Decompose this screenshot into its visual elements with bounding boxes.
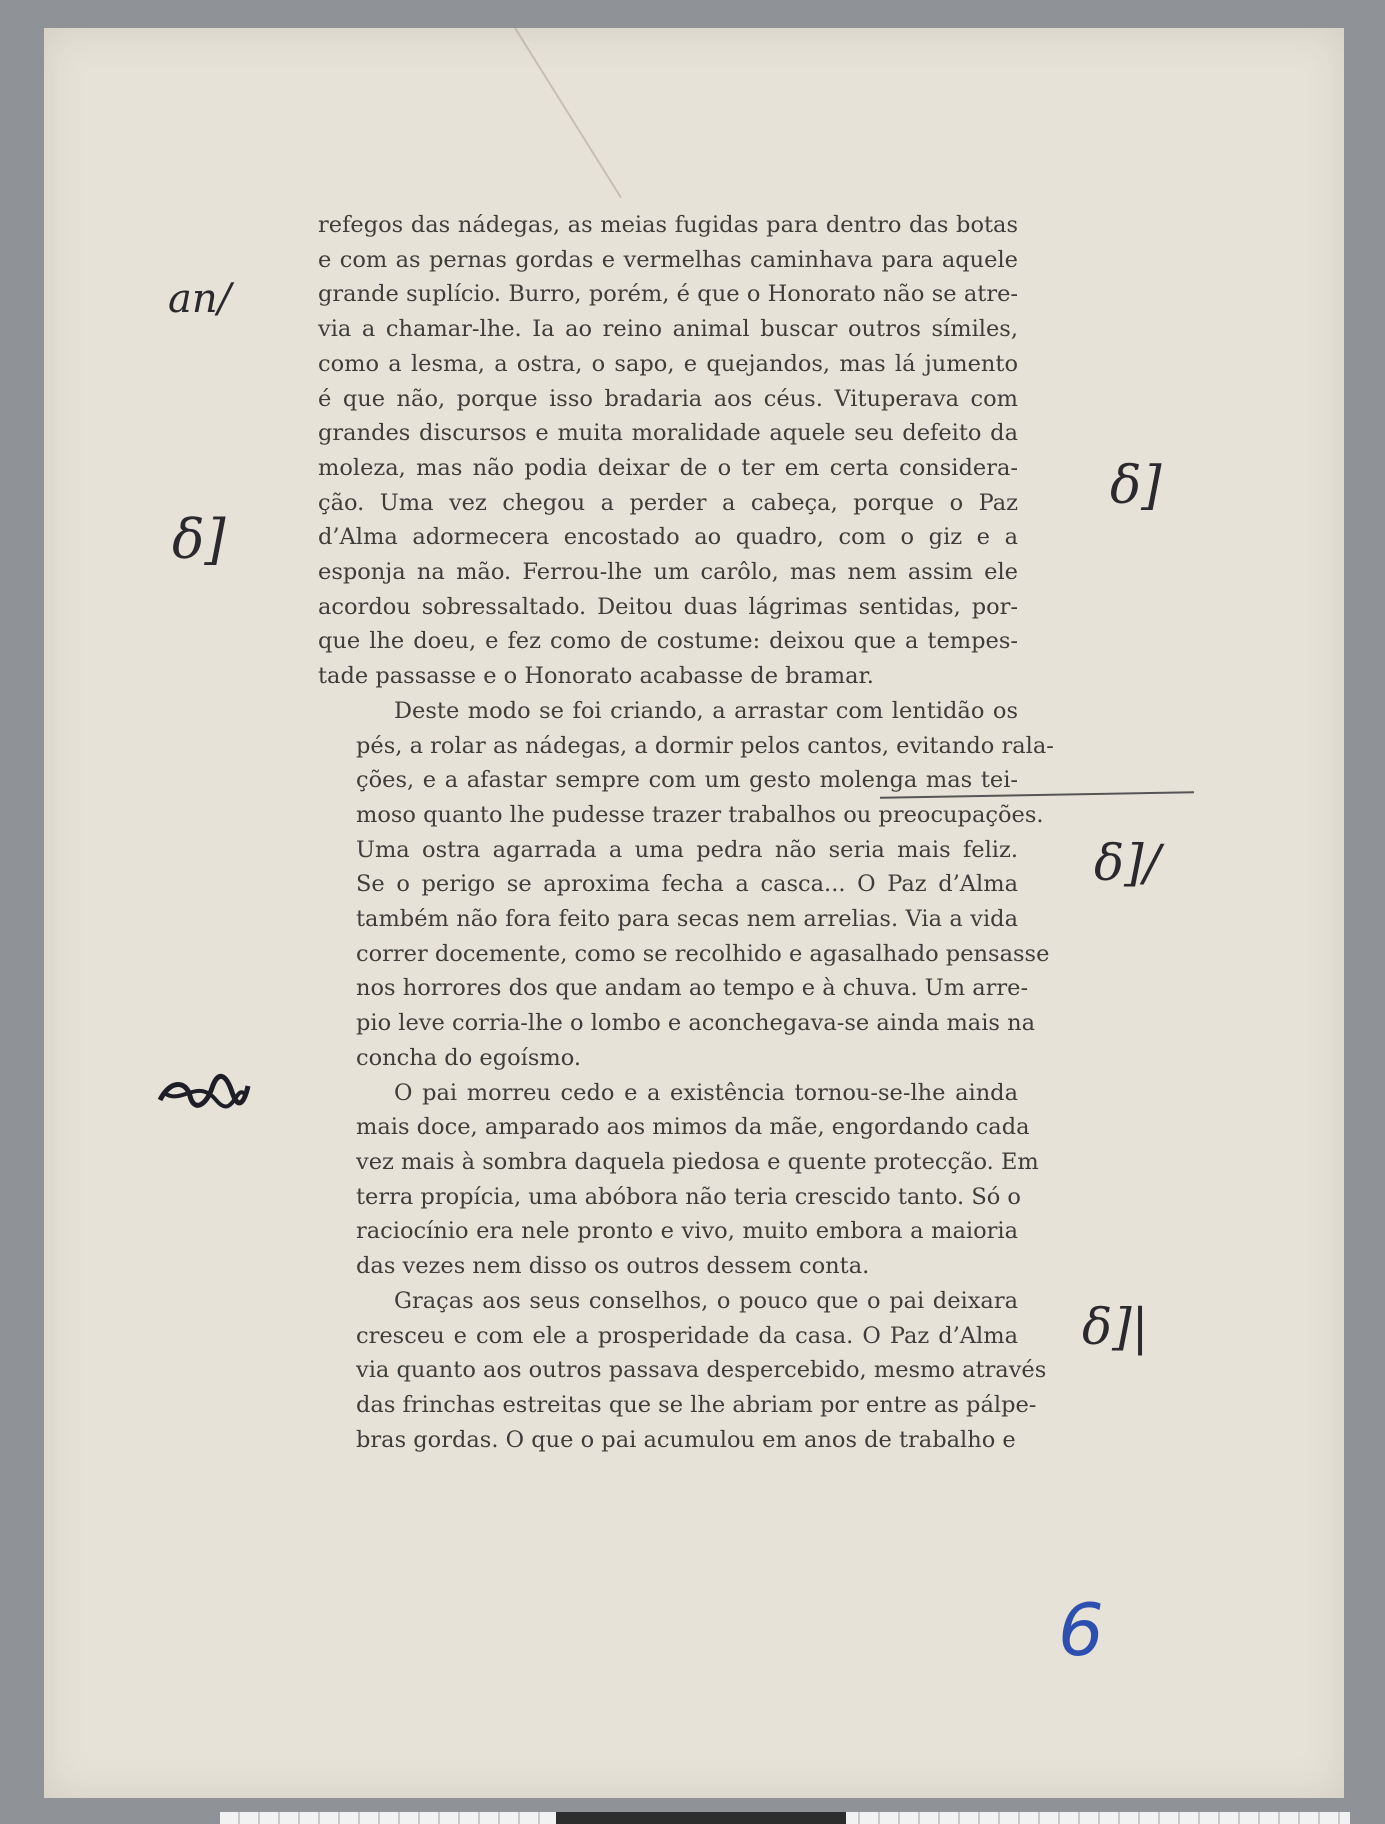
text-line: refegos das nádegas, as meias fugidas para dentro das botas [318, 212, 1018, 238]
text-line: cresceu e com ele a prosperidade da casa. O Paz d’Alma [356, 1322, 1018, 1349]
text-line: como a lesma, a ostra, o sapo, e quejandos, mas lá jumento [318, 350, 1018, 377]
text-line: nos horrores dos que andam ao tempo e à chuva. Um arre- [356, 975, 1029, 1002]
text-line: esponja na mão. Ferrou-lhe um carôlo, mas nem assim ele [318, 559, 1018, 586]
paragraph [318, 694, 1054, 1076]
text-line: moso quanto lhe pudesse trazer trabalhos ou preocupações. [356, 801, 1044, 828]
text-line: terra propícia, uma abóbora não teria crescido tanto. Só o [356, 1183, 1021, 1210]
text-line: via a chamar-lhe. Ia ao reino animal buscar outros símiles, [318, 316, 1018, 343]
text-line: também não fora feito para secas nem arrelias. Via a vida [356, 906, 1018, 933]
text-line: acordou sobressaltado. Deitou duas lágrimas sentidas, por- [318, 593, 1018, 620]
text-line: bras gordas. O que o pai acumulou em anos de trabalho e [356, 1426, 1016, 1453]
text-line: grandes discursos e muita moralidade aquele seu defeito da [318, 420, 1018, 447]
paragraph [318, 208, 1018, 694]
text-line: vez mais à sombra daquela piedosa e quente protecção. Em [356, 1148, 1039, 1175]
paragraph [318, 1284, 1047, 1458]
text-line: Uma ostra agarrada a uma pedra não seria mais feliz. [356, 836, 1018, 863]
text-line: O pai morreu cedo e a existência tornou-se-lhe ainda [394, 1079, 1018, 1106]
text-line: grande suplício. Burro, porém, é que o Honorato não se atre- [318, 281, 1018, 308]
margin-mark-right-1: δ] [1110, 456, 1162, 516]
margin-mark-left-2: δ] [172, 508, 226, 571]
paper-crease [514, 27, 622, 198]
margin-mark-left-3-scribble [156, 1070, 252, 1110]
text-line: correr docemente, como se recolhido e agasalhado pensasse [356, 940, 1050, 967]
margin-mark-right-2: δ]/ [1094, 834, 1161, 892]
text-line: mais doce, amparado aos mimos da mãe, engordando cada [356, 1114, 1030, 1141]
text-line: ção. Uma vez chegou a perder a cabeça, porque o Paz [318, 489, 1018, 516]
text-line: via quanto aos outros passava despercebido, mesmo através [356, 1357, 1047, 1384]
text-line: Deste modo se foi criando, a arrastar com lentidão os [394, 697, 1018, 724]
paragraph [318, 1076, 1039, 1284]
text-line: pio leve corria-lhe o lombo e aconchegava-se ainda mais na [356, 1010, 1035, 1037]
text-line: tade passasse e o Honorato acabasse de bramar. [318, 663, 874, 690]
text-line: ções, e a afastar sempre com um gesto molenga mas tei- [356, 767, 1018, 794]
text-line: pés, a rolar as nádegas, a dormir pelos cantos, evitando rala- [356, 732, 1054, 759]
text-line: Se o perigo se aproxima fecha a casca... O Paz d’Alma [356, 871, 1018, 898]
text-line: moleza, mas não podia deixar de o ter em certa considera- [318, 454, 1018, 481]
text-line: Graças aos seus conselhos, o pouco que o pai deixara [394, 1287, 1018, 1314]
ruler-dark-segment [556, 1812, 846, 1824]
margin-mark-right-3: δ]| [1082, 1298, 1149, 1356]
body-text [318, 208, 1054, 1457]
text-line: das vezes nem disso os outros dessem conta. [356, 1253, 870, 1280]
text-line: e com as pernas gordas e vermelhas caminhava para aquele [318, 246, 1018, 273]
text-line: concha do egoísmo. [356, 1044, 582, 1071]
scribble-icon [156, 1070, 252, 1110]
margin-mark-left-1: an/ [168, 276, 232, 322]
text-line: é que não, porque isso bradaria aos céus. Vituperava com [318, 385, 1018, 412]
page-number: 6 [1058, 1588, 1104, 1672]
text-line: das frinchas estreitas que se lhe abriam por entre as pálpe- [356, 1391, 1037, 1418]
text-line: raciocínio era nele pronto e vivo, muito embora a maioria [356, 1218, 1018, 1245]
text-line: d’Alma adormecera encostado ao quadro, com o giz e a [318, 524, 1018, 551]
text-line: que lhe doeu, e fez como de costume: deixou que a tempes- [318, 628, 1018, 655]
scale-ruler [220, 1812, 1350, 1824]
